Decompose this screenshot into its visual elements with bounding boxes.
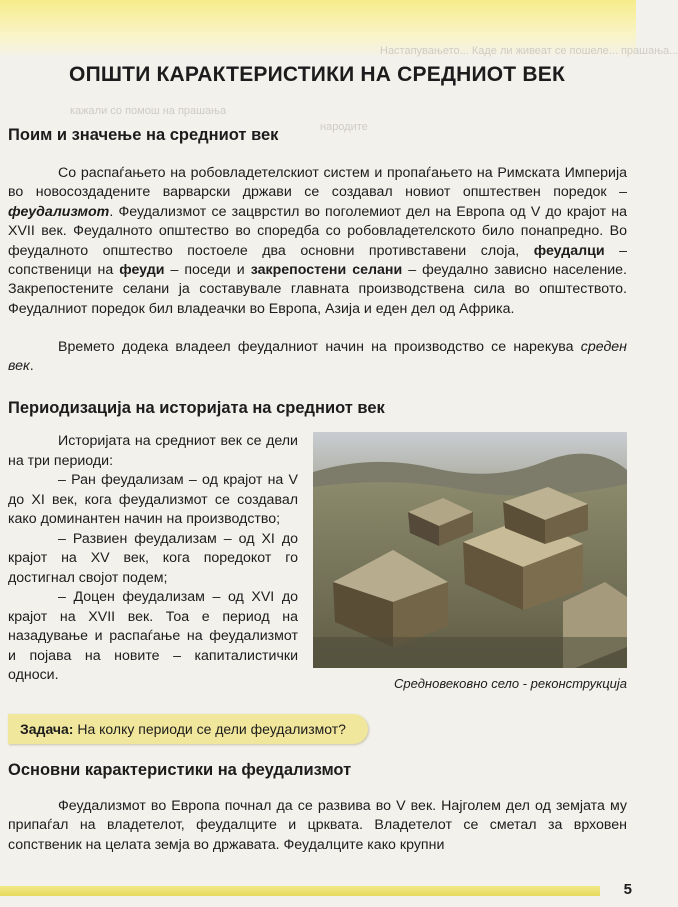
- task-box: [8, 714, 368, 744]
- task-label: Задача:: [20, 721, 74, 737]
- text-run: .: [29, 358, 34, 375]
- text-run: – поседи и: [164, 262, 251, 279]
- bleed-through-text: кажали со помош на прашања: [70, 105, 227, 117]
- text-run: . Феудализмот се зацврстил во поголемиот дел на Европа од V до крајот на XVII век. Феудалното општество во споредба со робовладетелското било понапредно. Во феудалното општество постоеле два основни противставени слоја,: [8, 203, 627, 259]
- bottom-decorative-band: [0, 886, 600, 896]
- paragraph-feudalism-intro: [8, 164, 627, 319]
- text-run: Времето додека владеел феудалниот начин на производство се нарекува: [58, 339, 581, 355]
- text-run: – сопственици на: [8, 242, 627, 279]
- photo-caption: Средновековно село - реконструкција: [394, 676, 627, 691]
- key-term: феудализмот: [8, 203, 110, 220]
- list-item: – Доцен феудализам – од XVI до крајот на XVII век. Тоа е период на назадување и распаѓање на феудализмот и појава на новите – капиталистички односи.: [8, 589, 298, 683]
- bleed-through-text: народите: [320, 121, 368, 133]
- bleed-through-text: Настапувањето... Каде ли живеат се пошеле... прашања...: [380, 45, 678, 57]
- periodization-list: [8, 432, 298, 686]
- list-item: – Развиен феудализам – од XI до крајот на XV век, кога поредокот го достигнал својот подем;: [8, 530, 298, 586]
- section-heading-periodization: Периодизација на историјата на средниот век: [8, 399, 385, 417]
- list-item: – Ран феудализам – од крајот на V до XI век, кога феудализмот се создавал како доминантен начин на производство;: [8, 472, 298, 527]
- paragraph-feudalism-characteristics: Феудализмот во Европа почнал да се развива во V век. Најголем дел од земјата му припаѓал на владетелот, феудалците и црквата. Владетелот се сметал за врховен сопственик на целата земја во државата. Феудалците како крупни: [8, 798, 627, 853]
- medieval-village-photo: [313, 432, 627, 668]
- text-run: Со распаѓањето на робовладетелскиот систем и пропаѓањето на Римската Империја во новосоздадените варварски држави се создавал новиот општествен поредок –: [8, 165, 627, 201]
- section-heading-characteristics: Основни карактеристики на феудализмот: [8, 761, 352, 779]
- task-question: На колку периоди се дели феудализмот?: [73, 721, 346, 737]
- bold-term: феуди: [119, 262, 165, 279]
- section-heading-concept: Поим и значење на средниот век: [8, 126, 279, 144]
- paragraph-middle-ages-definition: [8, 338, 627, 377]
- italic-term: среден век: [8, 339, 627, 375]
- page-number: 5: [623, 881, 632, 898]
- page-title: ОПШТИ КАРАКТЕРИСТИКИ НА СРЕДНИОТ ВЕК: [69, 63, 565, 86]
- bold-term: закрепостени селани: [250, 262, 403, 279]
- bold-term: феудалци: [533, 242, 605, 259]
- text-run: – феудално зависно население. Закрепостените селани ја составувале главната производствена сила во општеството. Феудалниот поредок бил владеачки во Европа, Азија и еден дел од Африка.: [8, 262, 627, 317]
- periodization-intro: Историјата на средниот век се дели на три периоди:: [8, 433, 298, 469]
